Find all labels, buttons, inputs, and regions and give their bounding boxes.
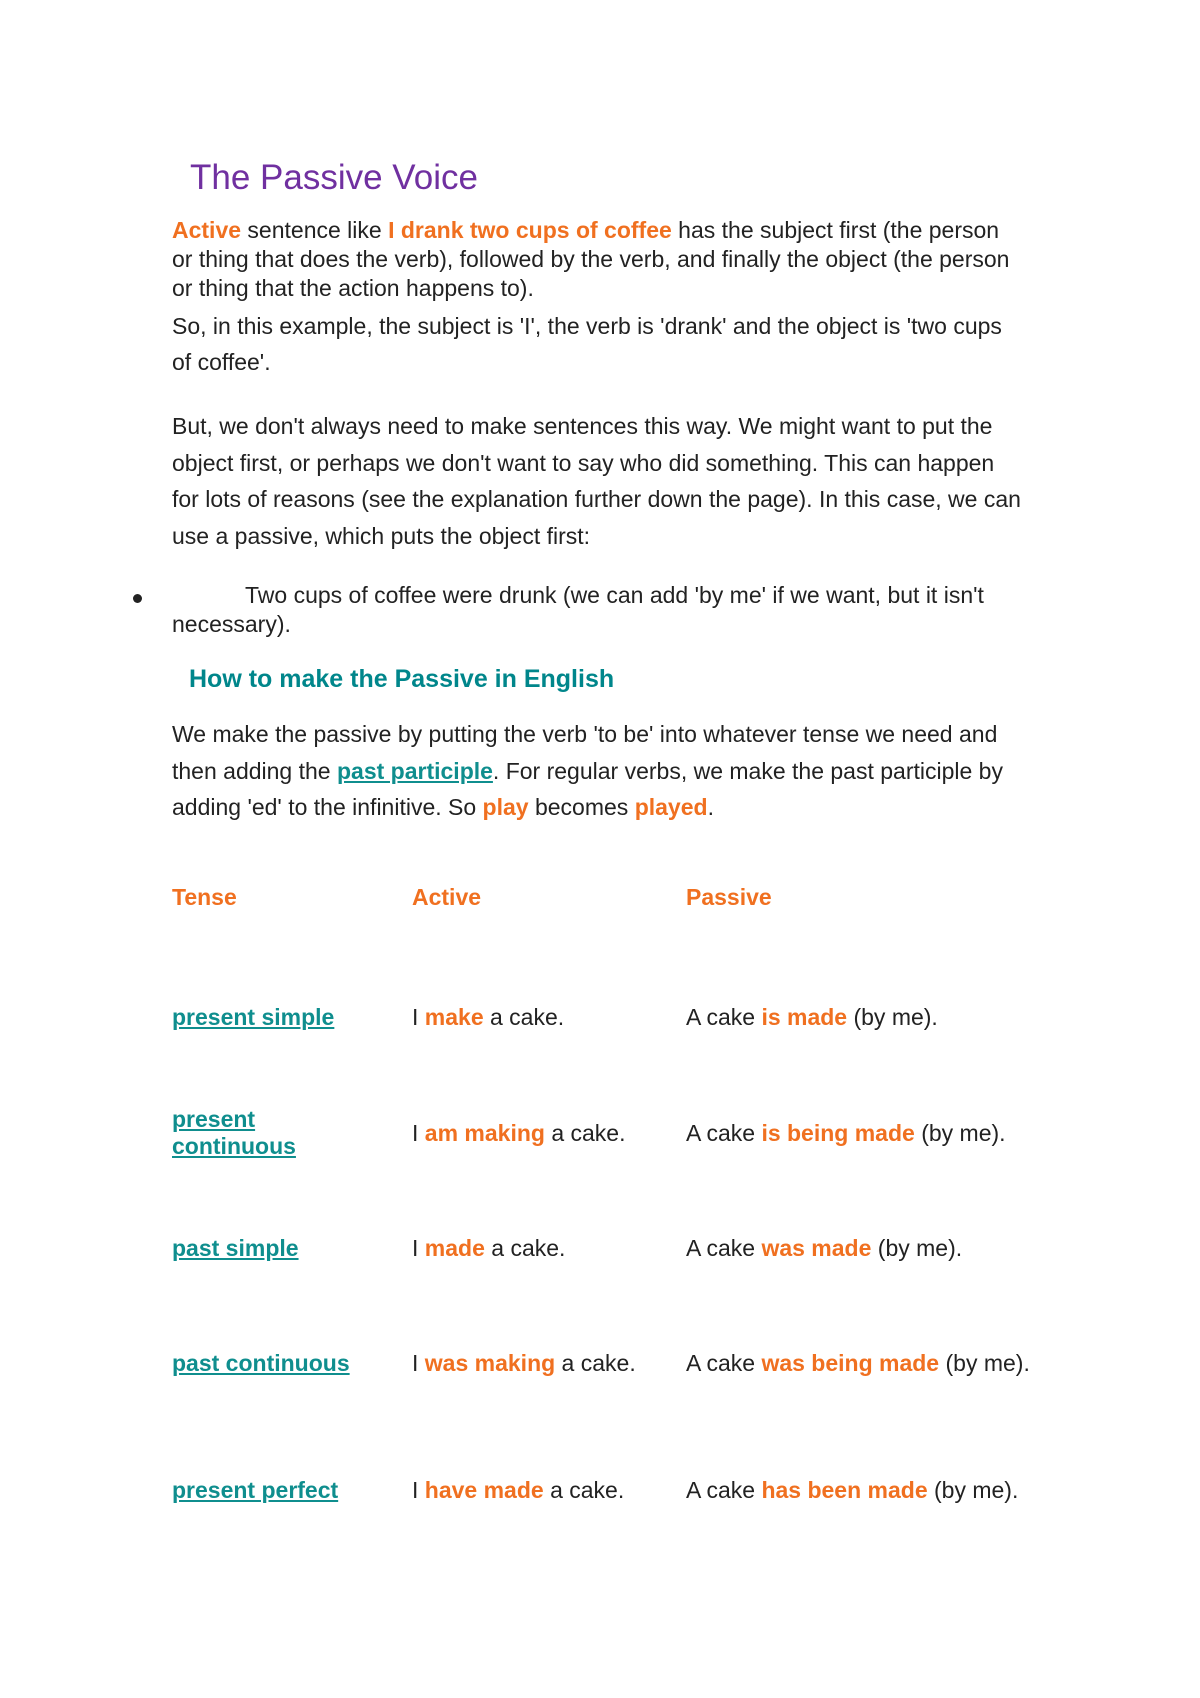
table-row bbox=[172, 1183, 1042, 1313]
cell-text: I bbox=[412, 1477, 425, 1503]
how-to-text-4: . bbox=[707, 794, 714, 820]
cell-text: a cake. bbox=[483, 1004, 565, 1030]
how-to-text-2: . For regular verbs, we make the past participle by adding 'ed' to the infinitive. So bbox=[172, 757, 1003, 820]
cell-text: I bbox=[412, 1349, 425, 1376]
cell-text: a cake. bbox=[544, 1119, 626, 1146]
active-verb: make bbox=[424, 1004, 484, 1030]
cell-text: a cake. bbox=[543, 1477, 625, 1503]
active-cell bbox=[412, 1413, 686, 1568]
cell-text: A cake bbox=[686, 1477, 762, 1503]
how-to-paragraph bbox=[172, 716, 1022, 826]
cell-text: A cake bbox=[686, 1119, 762, 1146]
how-to-text-3: becomes bbox=[528, 794, 635, 820]
cell-text: A cake bbox=[686, 1349, 762, 1376]
cell-text: I bbox=[412, 1234, 425, 1261]
cell-text: A cake bbox=[686, 1004, 762, 1030]
cell-text: (by me). bbox=[914, 1119, 1006, 1146]
passive-cell bbox=[686, 1313, 1042, 1413]
bullet-text: Two cups of coffee were drunk (we can add 'by me' if we want, but it isn't necessary). bbox=[172, 582, 984, 637]
tense-table bbox=[172, 868, 1042, 1568]
passive-verb: is made bbox=[761, 1004, 848, 1030]
table-row bbox=[172, 1413, 1042, 1568]
cell-text: (by me). bbox=[847, 1004, 938, 1030]
tense-link[interactable]: present simple bbox=[172, 1004, 335, 1030]
table-row bbox=[172, 1083, 1042, 1183]
tense-cell bbox=[172, 1083, 412, 1183]
active-cell bbox=[412, 1313, 686, 1413]
passive-verb: was being made bbox=[761, 1349, 940, 1376]
table-row bbox=[172, 952, 1042, 1083]
tense-link[interactable]: past simple bbox=[172, 1234, 299, 1261]
table-header-row bbox=[172, 868, 1042, 952]
active-verb: was making bbox=[424, 1349, 556, 1376]
section-heading: How to make the Passive in English bbox=[189, 665, 615, 693]
tense-link[interactable]: present continuous bbox=[172, 1106, 296, 1159]
cell-text: a cake. bbox=[484, 1234, 566, 1261]
table-row bbox=[172, 1313, 1042, 1413]
page-title: The Passive Voice bbox=[190, 158, 478, 197]
passive-cell bbox=[686, 1083, 1042, 1183]
intro-paragraph bbox=[172, 216, 1022, 303]
header-tense: Tense bbox=[172, 884, 237, 910]
active-verb: made bbox=[424, 1234, 485, 1261]
example-sentence: I drank two cups of coffee bbox=[388, 217, 672, 243]
active-verb: am making bbox=[424, 1119, 545, 1146]
cell-text: I bbox=[412, 1004, 425, 1030]
passive-verb: has been made bbox=[761, 1477, 928, 1503]
passive-verb: was made bbox=[761, 1234, 872, 1261]
cell-text: a cake. bbox=[555, 1349, 636, 1376]
active-verb: have made bbox=[424, 1477, 544, 1503]
passive-explanation: But, we don't always need to make sentences this way. We might want to put the object first, or perhaps we don't want to say who did something. This can happen for lots of reasons (see the explanation further down the page). In this case, we can use a passive, which puts the object first: bbox=[172, 413, 1021, 549]
active-term: Active bbox=[172, 217, 242, 243]
cell-text: A cake bbox=[686, 1234, 762, 1261]
example-explanation: So, in this example, the subject is 'I', the verb is 'drank' and the object is 'two cups of coffee'. bbox=[172, 313, 1002, 375]
passive-cell bbox=[686, 1413, 1042, 1568]
tense-cell bbox=[172, 1313, 412, 1413]
header-passive: Passive bbox=[686, 884, 772, 910]
past-participle-link[interactable]: past participle bbox=[336, 757, 493, 784]
passive-cell bbox=[686, 952, 1042, 1083]
tense-link[interactable]: past continuous bbox=[172, 1349, 350, 1376]
active-cell bbox=[412, 952, 686, 1083]
cell-text: I bbox=[412, 1119, 425, 1146]
intro-text-1: sentence like bbox=[241, 217, 389, 243]
cell-text: (by me). bbox=[939, 1349, 1030, 1376]
tense-cell bbox=[172, 1413, 412, 1568]
header-active: Active bbox=[412, 884, 482, 910]
cell-text: (by me). bbox=[927, 1477, 1019, 1503]
passive-verb: is being made bbox=[761, 1119, 915, 1146]
passive-cell bbox=[686, 1183, 1042, 1313]
bullet-icon bbox=[133, 594, 142, 603]
word-play: play bbox=[482, 794, 529, 820]
how-to-text-1: We make the passive by putting the verb 'to be' into whatever tense we need and then adding the bbox=[172, 721, 998, 784]
active-cell bbox=[412, 1183, 686, 1313]
tense-cell bbox=[172, 952, 412, 1083]
cell-text: (by me). bbox=[871, 1234, 963, 1261]
intro-text-2: has the subject first (the person or thing that does the verb), followed by the verb, and finally the object (the person or thing that the action happens to). bbox=[172, 217, 1010, 301]
active-cell bbox=[412, 1083, 686, 1183]
list-item bbox=[172, 581, 1022, 639]
tense-cell bbox=[172, 1183, 412, 1313]
word-played: played bbox=[634, 794, 708, 820]
tense-link[interactable]: present perfect bbox=[172, 1477, 339, 1503]
